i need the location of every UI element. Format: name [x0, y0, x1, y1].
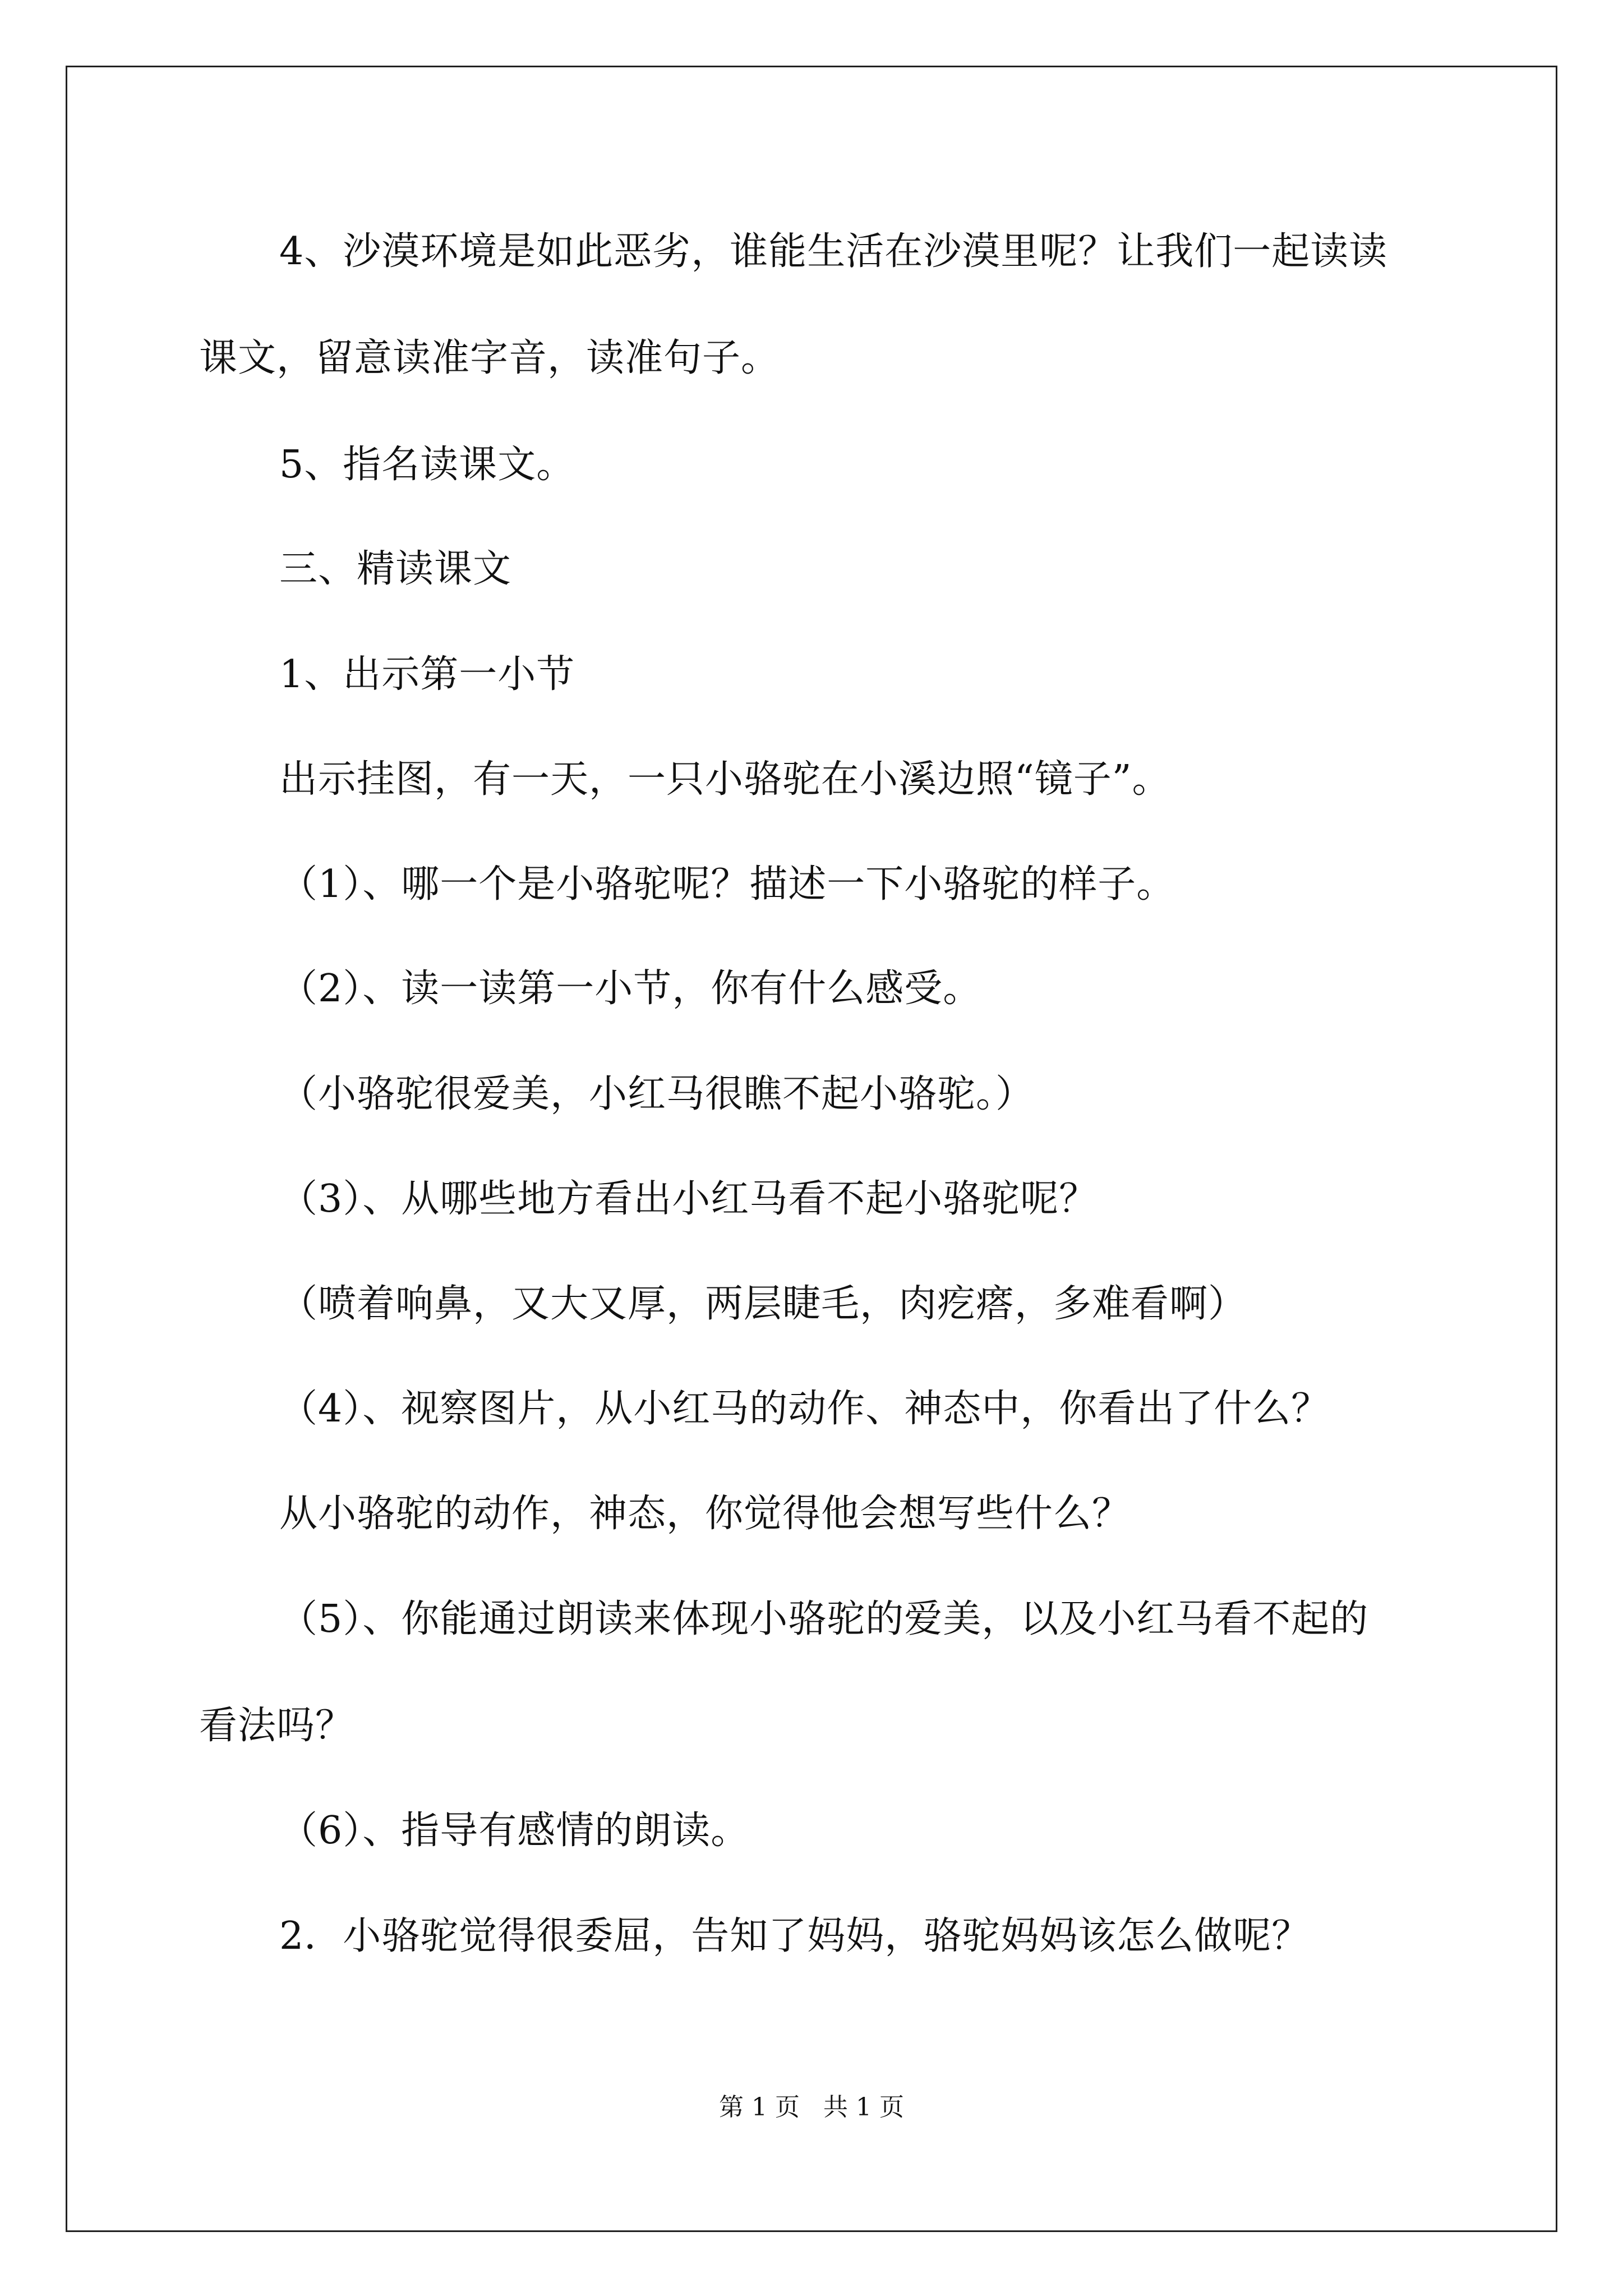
page-border [66, 66, 1557, 2232]
paragraph-line: （2）、读一读第一小节，你有什么感受。 [279, 967, 982, 1011]
paragraph-line: （喷着响鼻，又大又厚，两层睫毛，肉疙瘩，多难看啊） [279, 1282, 1247, 1326]
paragraph-line: 课文，留意读准字音，读准句子。 [199, 336, 780, 380]
paragraph-line: （3）、从哪些地方看出小红马看不起小骆驼呢？ [279, 1177, 1098, 1221]
paragraph-line: 2．小骆驼觉得很委屈，告知了妈妈，骆驼妈妈该怎么做呢？ [279, 1914, 1311, 1958]
paragraph-line: （小骆驼很爱美，小红马很瞧不起小骆驼。） [279, 1072, 1035, 1116]
paragraph-line: 出示挂图，有一天，一只小骆驼在小溪边照“镜子”。 [279, 757, 1171, 802]
paragraph-line: 从小骆驼的动作，神态，你觉得他会想写些什么？ [279, 1492, 1131, 1536]
paragraph-line: （1）、哪一个是小骆驼呢？描述一下小骆驼的样子。 [279, 862, 1175, 907]
paragraph-line: （6）、指导有感情的朗读。 [279, 1809, 750, 1853]
page-footer: 第 1 页 共 1 页 [719, 2093, 904, 2122]
paragraph-line: 4、沙漠环境是如此恶劣，谁能生活在沙漠里呢？让我们一起读读 [279, 229, 1388, 274]
paragraph-line: （4）、视察图片，从小红马的动作、神态中，你看出了什么？ [279, 1387, 1330, 1431]
paragraph-line: 看法吗？ [199, 1704, 354, 1748]
paragraph-line: （5）、你能通过朗读来体现小骆驼的爱美，以及小红马看不起的 [279, 1597, 1369, 1641]
paragraph-line: 5、指名读课文。 [279, 443, 575, 487]
paragraph-line: 1、出示第一小节 [279, 652, 575, 697]
section-heading: 三、精读课文 [279, 547, 512, 591]
